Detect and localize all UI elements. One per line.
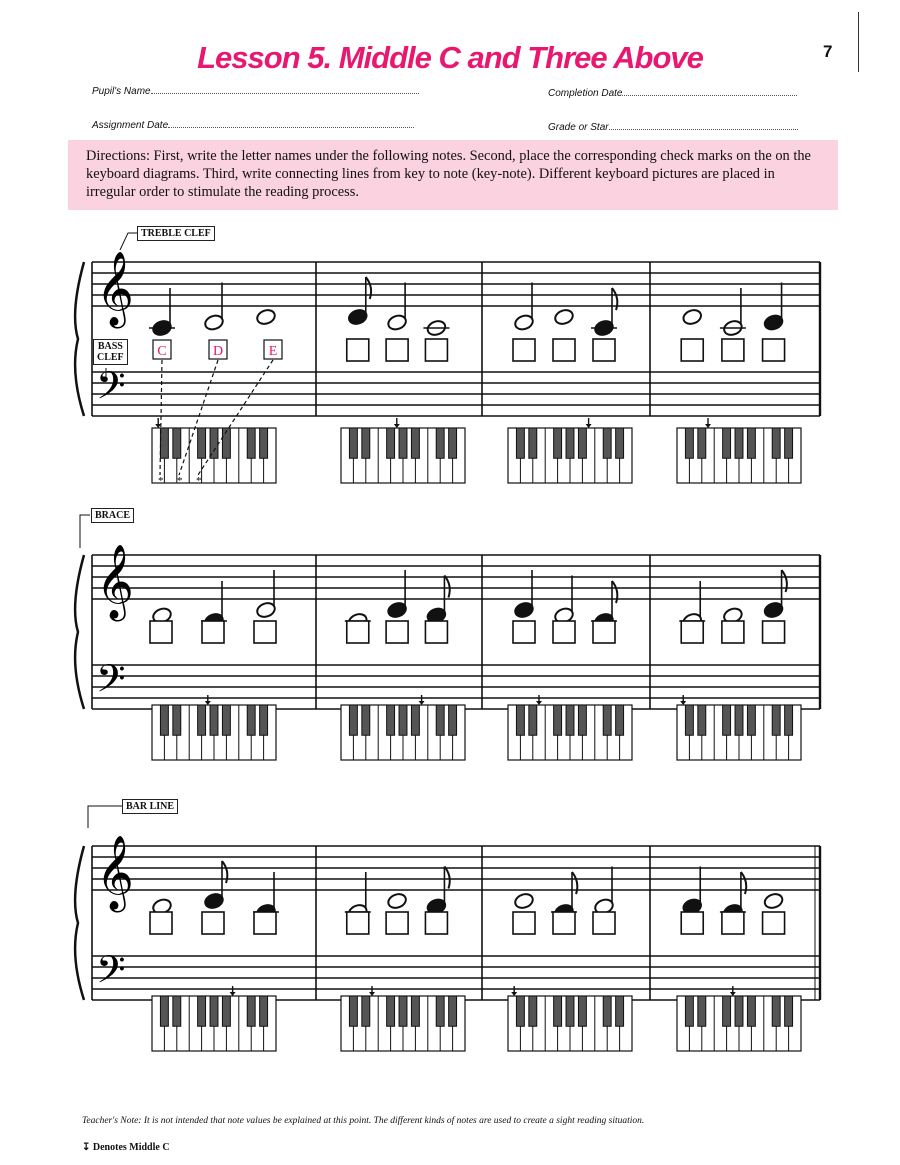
bass-clef-icon: 𝄢: [96, 656, 126, 710]
brace-pointer: [80, 515, 90, 548]
bar-line-label: BAR LINE: [122, 799, 178, 814]
answer-box: [722, 621, 744, 643]
answer-box: [425, 621, 447, 643]
answer-box: [425, 912, 447, 934]
answer-box: [347, 912, 369, 934]
middle-c-legend-text: Denotes Middle C: [92, 1142, 170, 1153]
black-key: [529, 705, 537, 735]
answer-box: [386, 339, 408, 361]
answer-box: [386, 912, 408, 934]
black-key: [411, 705, 419, 735]
black-key: [436, 428, 444, 458]
black-key: [411, 428, 419, 458]
black-key: [260, 996, 268, 1026]
teachers-note: Teacher's Note: It is not intended that note values be explained at this point. The different kinds of notes are used to create a sight reading situation.: [82, 1116, 645, 1126]
black-key: [173, 996, 181, 1026]
black-key: [436, 705, 444, 735]
black-key: [173, 705, 181, 735]
black-key: [735, 428, 743, 458]
bass-clef-label-line2: CLEF: [97, 352, 124, 363]
black-key: [616, 428, 624, 458]
asterisk-mark: *: [196, 475, 202, 487]
note-head: [386, 892, 407, 910]
black-key: [566, 705, 574, 735]
black-key: [387, 996, 395, 1026]
answer-box: [425, 339, 447, 361]
pupils-name-label: Pupil's Name: [92, 86, 151, 97]
black-key: [616, 705, 624, 735]
black-key: [349, 428, 357, 458]
black-key: [160, 705, 168, 735]
black-key: [449, 705, 457, 735]
middle-c-arrowhead-icon: [394, 424, 400, 428]
black-key: [160, 996, 168, 1026]
page-number: 7: [823, 42, 833, 61]
black-key: [735, 705, 743, 735]
black-key: [387, 705, 395, 735]
black-key: [772, 705, 780, 735]
black-key: [387, 428, 395, 458]
answer-box: [202, 912, 224, 934]
answer-box: [254, 621, 276, 643]
black-key: [349, 996, 357, 1026]
treble-clef-icon: 𝄞: [96, 545, 134, 619]
brace: [75, 262, 84, 416]
answer-box: [763, 912, 785, 934]
answer-box: [202, 621, 224, 643]
black-key: [603, 996, 611, 1026]
black-key: [747, 428, 755, 458]
answer-box: [763, 621, 785, 643]
answer-box: [681, 912, 703, 934]
black-key: [772, 996, 780, 1026]
black-key: [516, 996, 524, 1026]
black-key: [747, 705, 755, 735]
black-key: [723, 428, 731, 458]
answer-box: [593, 339, 615, 361]
black-key: [247, 428, 255, 458]
brace-label: BRACE: [91, 508, 134, 523]
brace: [75, 555, 84, 709]
black-key: [723, 705, 731, 735]
brace: [75, 846, 84, 1000]
black-key: [529, 996, 537, 1026]
treble-clef-icon: 𝄞: [96, 836, 134, 910]
answer-box: [722, 912, 744, 934]
black-key: [566, 996, 574, 1026]
black-key: [436, 996, 444, 1026]
answer-box: [722, 339, 744, 361]
black-key: [785, 996, 793, 1026]
black-key: [603, 705, 611, 735]
black-key: [578, 996, 586, 1026]
black-key: [399, 705, 407, 735]
example-answer-letter: E: [268, 344, 278, 359]
asterisk-mark: *: [177, 475, 183, 487]
answer-box: [254, 912, 276, 934]
black-key: [566, 428, 574, 458]
answer-box: [150, 912, 172, 934]
black-key: [698, 996, 706, 1026]
note-head: [553, 308, 574, 326]
black-key: [449, 996, 457, 1026]
black-key: [772, 428, 780, 458]
answer-box: [593, 912, 615, 934]
note-head: [513, 892, 534, 910]
black-key: [685, 996, 693, 1026]
black-key: [785, 428, 793, 458]
answer-box: [347, 339, 369, 361]
black-key: [173, 428, 181, 458]
middle-c-arrow-icon: ↧: [82, 1142, 93, 1153]
middle-c-arrowhead-icon: [586, 424, 592, 428]
black-key: [785, 705, 793, 735]
black-key: [210, 996, 218, 1026]
bass-clef-icon: 𝄢: [96, 363, 126, 417]
answer-box: [681, 621, 703, 643]
black-key: [554, 996, 562, 1026]
black-key: [723, 996, 731, 1026]
black-key: [747, 996, 755, 1026]
bar-line-pointer: [88, 806, 122, 828]
answer-box: [386, 621, 408, 643]
page-title: Lesson 5. Middle C and Three Above: [197, 40, 703, 75]
answer-box: [553, 621, 575, 643]
middle-c-arrowhead-icon: [705, 424, 711, 428]
answer-box: [347, 621, 369, 643]
answer-box: [513, 339, 535, 361]
example-answer-letter: C: [157, 344, 167, 359]
bass-clef-icon: 𝄢: [96, 947, 126, 1001]
black-key: [616, 996, 624, 1026]
bass-clef-label-line1: BASS: [97, 341, 123, 352]
black-key: [260, 705, 268, 735]
answer-box: [150, 621, 172, 643]
black-key: [698, 705, 706, 735]
assignment-date-label: Assignment Date: [92, 120, 169, 131]
black-key: [516, 705, 524, 735]
black-key: [735, 996, 743, 1026]
completion-date-label: Completion Date: [548, 88, 623, 99]
black-key: [516, 428, 524, 458]
treble-clef-pointer: [120, 233, 137, 250]
middle-c-legend: [82, 1142, 170, 1153]
black-key: [362, 705, 370, 735]
black-key: [685, 428, 693, 458]
black-key: [160, 428, 168, 458]
answer-box: [593, 621, 615, 643]
asterisk-mark: *: [158, 475, 164, 487]
black-key: [210, 705, 218, 735]
black-key: [247, 705, 255, 735]
black-key: [349, 705, 357, 735]
answer-box: [763, 339, 785, 361]
answer-box: [681, 339, 703, 361]
black-key: [198, 996, 206, 1026]
answer-box: [513, 912, 535, 934]
black-key: [578, 705, 586, 735]
treble-clef-icon: 𝄞: [96, 252, 134, 326]
note-head: [682, 308, 703, 326]
black-key: [685, 705, 693, 735]
note-head: [255, 308, 276, 326]
black-key: [698, 428, 706, 458]
black-key: [222, 705, 230, 735]
black-key: [247, 996, 255, 1026]
directions-box: Directions: First, write the letter names under the following notes. Second, place the corresponding check marks on the on the keyboard diagrams. Third, write connecting lines from key to note (key-note). Different keyboard pictures are placed in irregular order to stimulate the reading process.: [68, 140, 838, 210]
answer-box: [553, 339, 575, 361]
black-key: [449, 428, 457, 458]
black-key: [362, 996, 370, 1026]
answer-box: [513, 621, 535, 643]
black-key: [198, 428, 206, 458]
black-key: [222, 996, 230, 1026]
black-key: [578, 428, 586, 458]
black-key: [554, 428, 562, 458]
black-key: [260, 428, 268, 458]
black-key: [529, 428, 537, 458]
example-answer-letter: D: [212, 344, 224, 359]
black-key: [603, 428, 611, 458]
black-key: [554, 705, 562, 735]
black-key: [362, 428, 370, 458]
note-head: [763, 892, 784, 910]
grade-or-star-label: Grade or Star: [548, 122, 609, 133]
black-key: [411, 996, 419, 1026]
black-key: [399, 428, 407, 458]
black-key: [399, 996, 407, 1026]
treble-clef-label: TREBLE CLEF: [137, 226, 215, 241]
black-key: [198, 705, 206, 735]
answer-box: [553, 912, 575, 934]
